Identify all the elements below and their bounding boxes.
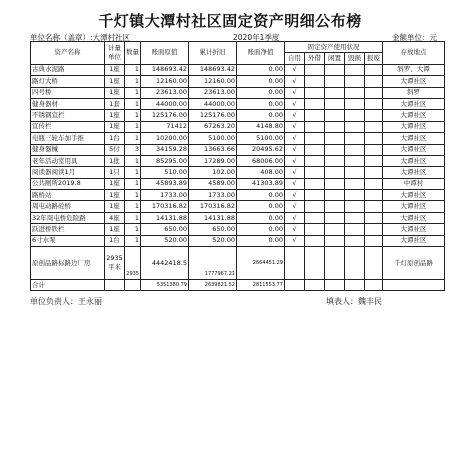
cell-name: 阅读器阅读1月 [31, 167, 105, 178]
cell-status-lend [305, 110, 325, 121]
cell-status-lend [305, 144, 325, 155]
cell-unit: 1座 [105, 190, 125, 201]
total-label: 合计 [31, 280, 105, 291]
table-row [31, 87, 445, 98]
cell-original-value: 650.00 [141, 224, 189, 235]
cell-location: 大谭社区 [383, 98, 445, 109]
cell-status-idle [325, 133, 345, 144]
responsible-person: 单位负责人：王永丽 [30, 297, 102, 306]
table-row [31, 178, 445, 189]
cell-status-damaged [345, 167, 365, 178]
cell-unit: 1台 [105, 235, 125, 246]
cell-net-value: 0.00 [237, 76, 285, 87]
cell-status-self [285, 247, 305, 280]
header-status-scrap: 报废 [365, 53, 383, 64]
cell-status-self: √ [285, 133, 305, 144]
table-body [31, 64, 445, 291]
header-row-1 [31, 42, 445, 53]
header-depreciation: 累计折旧 [189, 42, 237, 65]
cell-status-self: √ [285, 87, 305, 98]
cell-unit: 1套 [105, 98, 125, 109]
cell-status-scrap [365, 178, 383, 189]
cell-status-damaged [345, 87, 365, 98]
total-status-scrap [365, 280, 383, 291]
cell-status-damaged [345, 64, 365, 75]
cell-depreciation: 520.00 [189, 235, 237, 246]
cell-status-damaged [345, 144, 365, 155]
cell-original-value: 71412 [141, 121, 189, 132]
cell-qty: 1 [125, 212, 141, 223]
cell-net-value: 68006.00 [237, 155, 285, 166]
cell-original-value: 520.00 [141, 235, 189, 246]
cell-status-damaged [345, 178, 365, 189]
cell-status-scrap [365, 144, 383, 155]
cell-status-lend [305, 64, 325, 75]
cell-net-value: 20495.62 [237, 144, 285, 155]
cell-original-value: 23613.00 [141, 87, 189, 98]
cell-net-value: 0.00 [237, 110, 285, 121]
cell-depreciation: 17289.00 [189, 155, 237, 166]
cell-qty: 1 [125, 201, 141, 212]
cell-unit: 1座 [105, 87, 125, 98]
cell-unit: 4座 [105, 212, 125, 223]
cell-location: 中谭村 [383, 178, 445, 189]
cell-depreciation: 14131.88 [189, 212, 237, 223]
cell-status-lend [305, 98, 325, 109]
cell-status-idle [325, 121, 345, 132]
table-row-large-asset [31, 247, 445, 280]
cell-name: 路桥站 [31, 190, 105, 201]
cell-status-self: √ [285, 155, 305, 166]
cell-status-lend [305, 87, 325, 98]
table-row [31, 133, 445, 144]
table-row [31, 155, 445, 166]
cell-status-lend [305, 235, 325, 246]
header-status-lend: 外借 [305, 53, 325, 64]
cell-location: 大谭社区 [383, 121, 445, 132]
cell-location: 大谭社区 [383, 110, 445, 121]
cell-status-damaged [345, 201, 365, 212]
cell-unit: 1座 [105, 224, 125, 235]
cell-net-value: 0.00 [237, 212, 285, 223]
cell-net-value: 4148.80 [237, 121, 285, 132]
cell-location: 大谭社区 [383, 235, 445, 246]
cell-name: 周屯动路砼桥 [31, 201, 105, 212]
cell-status-idle [325, 98, 345, 109]
cell-status-lend [305, 178, 325, 189]
table-row [31, 201, 445, 212]
cell-location: 大谭社区 [383, 76, 445, 87]
cell-status-scrap [365, 110, 383, 121]
cell-location: 大谭社区 [383, 190, 445, 201]
cell-name: 古典水泥路 [31, 64, 105, 75]
cell-status-damaged [345, 155, 365, 166]
cell-depreciation: 102.00 [189, 167, 237, 178]
cell-unit: 1台 [105, 133, 125, 144]
cell-original-value: 12160.00 [141, 76, 189, 87]
cell-location: 大谭社区 [383, 167, 445, 178]
cell-status-damaged [345, 98, 365, 109]
cell-depreciation: 125176.00 [189, 110, 237, 121]
cell-original-value: 44000.00 [141, 98, 189, 109]
table-row [31, 110, 445, 121]
cell-status-lend [305, 167, 325, 178]
total-location [383, 280, 445, 291]
cell-name: 跃进桥铁栏 [31, 224, 105, 235]
cell-status-scrap [365, 87, 383, 98]
cell-name: 公共厕所2019.8 [31, 178, 105, 189]
cell-depreciation: 44000.00 [189, 98, 237, 109]
cell-qty: 1 [125, 121, 141, 132]
cell-status-scrap [365, 224, 383, 235]
cell-status-lend [305, 76, 325, 87]
cell-net-value: 0.00 [237, 64, 285, 75]
cell-depreciation: 4589.00 [189, 178, 237, 189]
header-measure-unit: 计量单位 [105, 42, 125, 65]
cell-location: 大谭社区 [383, 133, 445, 144]
cell-unit: 1批 [105, 155, 125, 166]
cell-name: 32年周屯桥危险路 [31, 212, 105, 223]
cell-net-value: 41303.89 [237, 178, 285, 189]
cell-original-value: 14131.88 [141, 212, 189, 223]
cell-status-scrap [365, 64, 383, 75]
cell-status-self: √ [285, 144, 305, 155]
cell-unit: 1只 [105, 167, 125, 178]
total-status-damaged [345, 280, 365, 291]
money-unit: 金额单位：元 [392, 33, 437, 42]
cell-status-idle [325, 224, 345, 235]
table-row [31, 121, 445, 132]
cell-status-damaged [345, 133, 365, 144]
cell-net-value: 0.00 [237, 201, 285, 212]
cell-status-idle [325, 190, 345, 201]
cell-status-scrap [365, 155, 383, 166]
cell-status-idle [325, 155, 345, 166]
cell-unit: 2935平米 [105, 247, 125, 280]
cell-depreciation: 13663.66 [189, 144, 237, 155]
cell-status-damaged [345, 76, 365, 87]
cell-original-value: 10200.00 [141, 133, 189, 144]
cell-net-value: 0.00 [237, 87, 285, 98]
cell-status-lend [305, 212, 325, 223]
cell-depreciation: 1777967.21 [189, 247, 237, 280]
cell-original-value: 510.00 [141, 167, 189, 178]
cell-depreciation: 12160.00 [189, 76, 237, 87]
total-original-value: 5351380.79 [141, 280, 189, 291]
cell-status-lend [305, 190, 325, 201]
cell-qty: 1 [125, 190, 141, 201]
cell-original-value: 85295.00 [141, 155, 189, 166]
header-status-idle: 闲置 [325, 53, 345, 64]
cell-qty: 1 [125, 98, 141, 109]
total-status-idle [325, 280, 345, 291]
cell-net-value: 0.00 [237, 190, 285, 201]
cell-qty: 1 [125, 76, 141, 87]
cell-status-damaged [345, 121, 365, 132]
cell-status-idle [325, 87, 345, 98]
total-unit [105, 280, 125, 291]
cell-net-value: 0.00 [237, 98, 285, 109]
cell-name: 老年活动室用具 [31, 155, 105, 166]
cell-unit: 1座 [105, 110, 125, 121]
cell-location: 大谭社区 [383, 144, 445, 155]
cell-status-idle [325, 247, 345, 280]
total-status-self [285, 280, 305, 291]
cell-status-scrap [365, 247, 383, 280]
form-filler: 填表人：魏丰民 [326, 297, 382, 306]
cell-original-value: 34159.28 [141, 144, 189, 155]
cell-status-lend [305, 133, 325, 144]
cell-depreciation: 148693.42 [189, 64, 237, 75]
cell-name: 6寸水泵 [31, 235, 105, 246]
cell-status-scrap [365, 190, 383, 201]
cell-depreciation: 67263.20 [189, 121, 237, 132]
cell-net-value: 408.00 [237, 167, 285, 178]
table-row-total [31, 280, 445, 291]
cell-qty: 1 [125, 235, 141, 246]
cell-net-value: 5100.00 [237, 133, 285, 144]
cell-status-scrap [365, 212, 383, 223]
cell-status-scrap [365, 235, 383, 246]
cell-status-idle [325, 201, 345, 212]
table-row [31, 212, 445, 223]
cell-status-lend [305, 201, 325, 212]
cell-status-idle [325, 110, 345, 121]
total-status-lend [305, 280, 325, 291]
cell-depreciation: 170316.82 [189, 201, 237, 212]
cell-location: 千灯原创品路 [383, 247, 445, 280]
header-name: 资产名称 [31, 42, 105, 65]
cell-name: 四号桥 [31, 87, 105, 98]
cell-status-idle [325, 178, 345, 189]
cell-unit: 1座 [105, 121, 125, 132]
table-row [31, 190, 445, 201]
cell-name: 宣传栏 [31, 121, 105, 132]
header-original-value: 账面原值 [141, 42, 189, 65]
cell-status-self: √ [285, 167, 305, 178]
cell-status-self: √ [285, 190, 305, 201]
cell-unit: 1座 [105, 76, 125, 87]
header-status-group: 固定资产使用状况 [285, 42, 383, 53]
table-row [31, 144, 445, 155]
cell-net-value: 0.00 [237, 235, 285, 246]
cell-status-self: √ [285, 64, 305, 75]
cell-status-self: √ [285, 121, 305, 132]
total-depreciation: 2639821.52 [189, 280, 237, 291]
table-row [31, 64, 445, 75]
asset-table [30, 41, 445, 291]
cell-status-lend [305, 224, 325, 235]
cell-status-damaged [345, 212, 365, 223]
cell-qty: 1 [125, 87, 141, 98]
total-net-value: 2811553.77 [237, 280, 285, 291]
cell-depreciation: 650.00 [189, 224, 237, 235]
cell-status-scrap [365, 133, 383, 144]
cell-qty: 1 [125, 155, 141, 166]
cell-qty: 1 [125, 167, 141, 178]
cell-original-value: 4442418.5 [141, 247, 189, 280]
cell-original-value: 45893.89 [141, 178, 189, 189]
cell-qty: 1 [125, 64, 141, 75]
cell-status-damaged [345, 190, 365, 201]
cell-status-damaged [345, 235, 365, 246]
total-qty [125, 280, 141, 291]
cell-status-damaged [345, 247, 365, 280]
cell-qty: 1 [125, 224, 141, 235]
table-row [31, 224, 445, 235]
cell-qty: 3 [125, 144, 141, 155]
cell-name: 路灯大桥 [31, 76, 105, 87]
page-title: 千灯镇大潭村社区固定资产明细公布榜 [98, 12, 362, 30]
cell-qty: 1 [125, 178, 141, 189]
header-qty: 数量 [125, 42, 141, 65]
cell-status-idle [325, 167, 345, 178]
cell-depreciation: 23613.00 [189, 87, 237, 98]
header-status-self: 自用 [285, 53, 305, 64]
cell-net-value: 0.00 [237, 224, 285, 235]
cell-location: 斜罗、大谭 [383, 64, 445, 75]
unit-name: 单位名称（盖章）:大潭村社区 [30, 33, 131, 42]
cell-status-scrap [365, 121, 383, 132]
cell-location: 大谭社区 [383, 155, 445, 166]
table-row [31, 98, 445, 109]
cell-location: 大谭社区 [383, 212, 445, 223]
cell-status-lend [305, 247, 325, 280]
cell-qty: 1 [125, 110, 141, 121]
cell-status-idle [325, 76, 345, 87]
header-status-damaged: 毁损 [345, 53, 365, 64]
cell-depreciation: 1733.00 [189, 190, 237, 201]
cell-name: 不锈钢宣栏 [31, 110, 105, 121]
cell-status-lend [305, 155, 325, 166]
header-net-value: 账面净值 [237, 42, 285, 65]
cell-status-self: √ [285, 76, 305, 87]
cell-name: 电瓶三轮车加手推 [31, 133, 105, 144]
period: 2020年1季度 [233, 33, 280, 42]
cell-status-damaged [345, 110, 365, 121]
cell-location: 斜罗 [383, 87, 445, 98]
cell-location: 大谭社区 [383, 224, 445, 235]
cell-unit: 1座 [105, 64, 125, 75]
cell-name: 健身器械 [31, 144, 105, 155]
cell-status-scrap [365, 167, 383, 178]
cell-status-idle [325, 235, 345, 246]
cell-status-scrap [365, 76, 383, 87]
cell-unit: 1座 [105, 178, 125, 189]
cell-status-damaged [345, 224, 365, 235]
cell-status-self: √ [285, 178, 305, 189]
cell-original-value: 148693.42 [141, 64, 189, 75]
cell-original-value: 170316.82 [141, 201, 189, 212]
cell-status-lend [305, 121, 325, 132]
cell-status-self: √ [285, 235, 305, 246]
cell-original-value: 1733.00 [141, 190, 189, 201]
cell-status-scrap [365, 98, 383, 109]
cell-depreciation: 5100.00 [189, 133, 237, 144]
cell-unit: 5付 [105, 144, 125, 155]
cell-status-self: √ [285, 201, 305, 212]
cell-status-idle [325, 212, 345, 223]
cell-location: 大谭社区 [383, 201, 445, 212]
cell-net-value: 2664451.29 [237, 247, 285, 280]
cell-qty: 2935 [125, 247, 141, 280]
cell-name: 原创品路标路边厂房 [31, 247, 105, 280]
header-location: 存放地点 [383, 42, 445, 65]
cell-unit: 1座 [105, 201, 125, 212]
cell-status-idle [325, 64, 345, 75]
cell-status-self: √ [285, 110, 305, 121]
cell-qty: 1 [125, 133, 141, 144]
cell-status-self: √ [285, 224, 305, 235]
cell-status-scrap [365, 201, 383, 212]
cell-status-self: √ [285, 212, 305, 223]
cell-status-idle [325, 144, 345, 155]
cell-original-value: 125176.00 [141, 110, 189, 121]
table-row [31, 76, 445, 87]
table-row [31, 167, 445, 178]
cell-name: 健身器材 [31, 98, 105, 109]
table-row [31, 235, 445, 246]
cell-status-self: √ [285, 98, 305, 109]
